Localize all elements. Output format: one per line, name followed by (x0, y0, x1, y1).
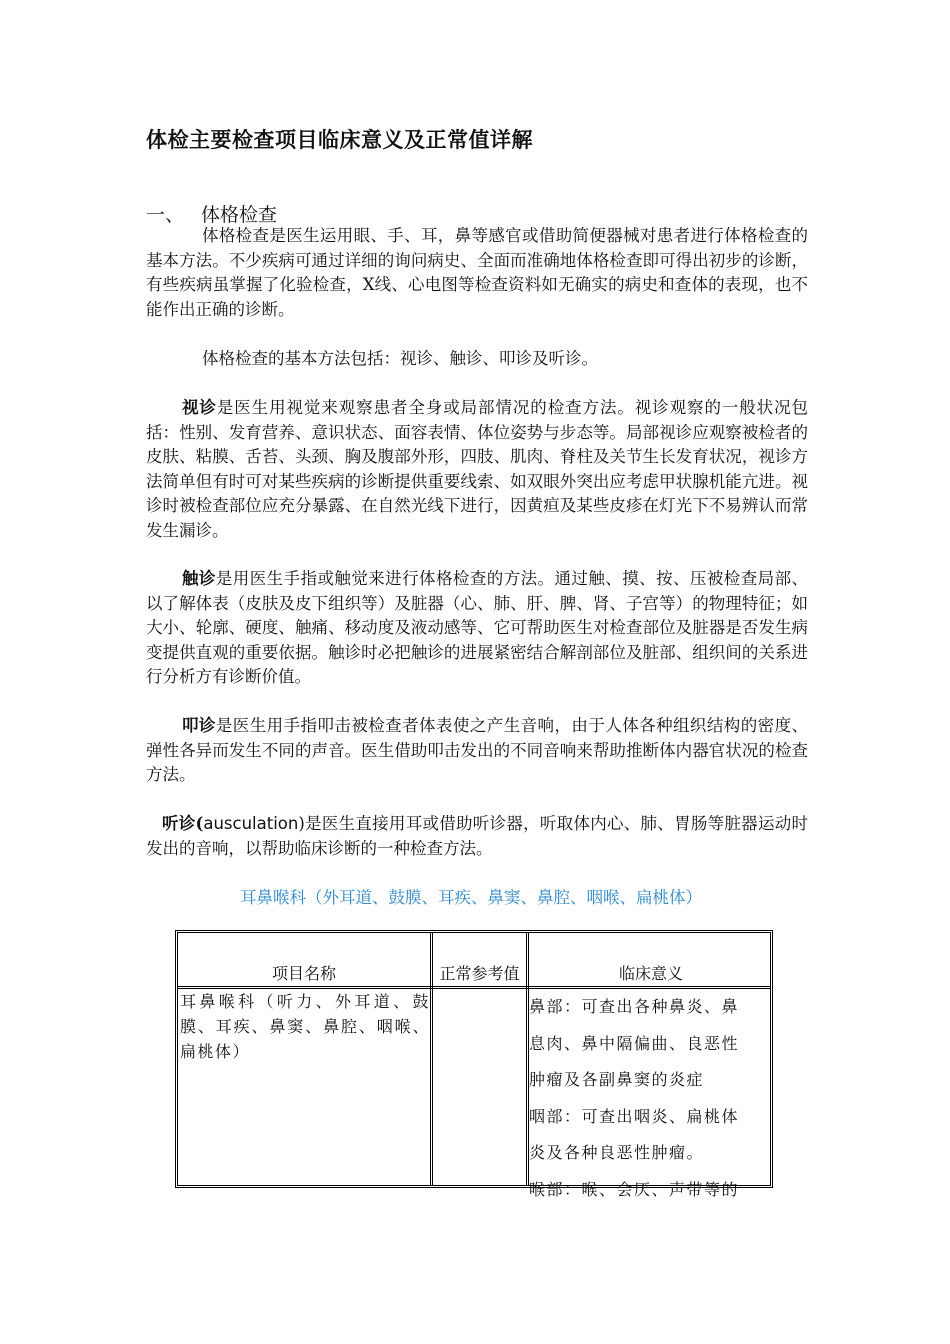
meaning-line: 息肉、鼻中隔偏曲、良恶性 (529, 1033, 740, 1053)
meaning-line: 咽部：可查出咽炎、扁桃体 (529, 1106, 740, 1126)
percussion-term: 叩诊 (182, 716, 216, 735)
section-title: 体格检查 (201, 204, 278, 226)
meaning-line: 肿瘤及各副鼻窦的炎症 (529, 1070, 705, 1089)
meaning-line: 炎及各种良恶性肿瘤。 (529, 1143, 705, 1162)
header-item-name: 项目名称 (271, 964, 336, 983)
header-normal-value: 正常参考值 (439, 964, 520, 983)
meaning-line: 鼻部：可查出各种鼻炎、鼻 (529, 997, 740, 1016)
ent-table (175, 930, 773, 1199)
palpation-text: 是用医生手指或触觉来进行体格检查的方法。通过触、摸、按、压被检查局部、以了解体表（皮肤及皮下组织等）及脏器（心、肺、肝、脾、肾、子宫等）的物理特征；如大小、轮廓、硬度、触痛、移动度及液动感等、它可帮助医生对检查部位及脏器是否发生病变提供直观的重要依据。触诊时必把触诊的进展紧密结合解剖部位及脏部、组织间的关系进行分析方有诊断价值。 (146, 569, 809, 686)
row-clinical-meaning (529, 989, 773, 1208)
header-clinical-meaning: 临床意义 (618, 964, 683, 983)
percussion-paragraph (146, 714, 808, 788)
palpation-paragraph (146, 567, 808, 690)
page-title: 体检主要检查项目临床意义及正常值详解 (146, 128, 533, 152)
inspection-text: 是医生用视觉来观察患者全身或局部情况的检查方法。视诊观察的一般状况包括：性别、发育营养、意识状态、面容表情、体位姿势与步态等。局部视诊应观察被检者的皮肤、粘膜、舌苔、头颈、胸及腹部外形，四肢、肌肉、脊柱及关节生长发育状况，视诊方法简单但有时可对某些疾病的诊断提供重要线索、如双眼外突出应考虑甲状腺机能亢进。视诊时被检查部位应充分暴露、在自然光线下进行，因黄疸及某些皮疹在灯光下不易辨认而常发生漏诊。 (146, 398, 809, 540)
inspection-paragraph (146, 396, 808, 543)
row-item-name: 耳鼻喉科（听力、外耳道、鼓膜、耳疾、鼻窦、鼻腔、咽喉、扁桃体） (180, 992, 430, 1061)
inspection-term: 视诊 (182, 398, 217, 417)
auscultation-term: 听诊( (162, 814, 204, 833)
auscultation-text: )是医生直接用耳或借助听诊器，听取体内心、肺、胃肠等脏器运动时发出的音响，以帮助临床诊断的一种检查方法。 (146, 814, 808, 858)
methods-paragraph: 体格检查的基本方法包括：视诊、触诊、叩诊及听诊。 (202, 349, 598, 368)
auscultation-latin: ausculation (203, 814, 299, 833)
ent-heading: 耳鼻喉科（外耳道、鼓膜、耳疾、鼻窦、鼻腔、咽喉、扁桃体） (240, 888, 702, 907)
intro-paragraph: 体格检查是医生运用眼、手、耳，鼻等感官或借助简便器械对患者进行体格检查的基本方法。不少疾病可通过详细的询问病史、全面而准确地体格检查即可得出初步的诊断，有些疾病虽掌握了化验检查，X线、心电图等检查资料如无确实的病史和查体的表现，也不能作出正确的诊断。 (146, 226, 808, 319)
auscultation-paragraph (146, 812, 808, 861)
percussion-text: 是医生用手指叩击被检查者体表使之产生音响，由于人体各种组织结构的密度、弹性各异而发生不同的声音。医生借助叩击发出的不同音响来帮助推断体内器官状况的检查方法。 (146, 716, 809, 784)
meaning-line: 喉部：喉、会厌、声带等的 (529, 1179, 740, 1199)
section-number: 一、 (146, 204, 185, 226)
palpation-term: 触诊 (182, 569, 216, 588)
